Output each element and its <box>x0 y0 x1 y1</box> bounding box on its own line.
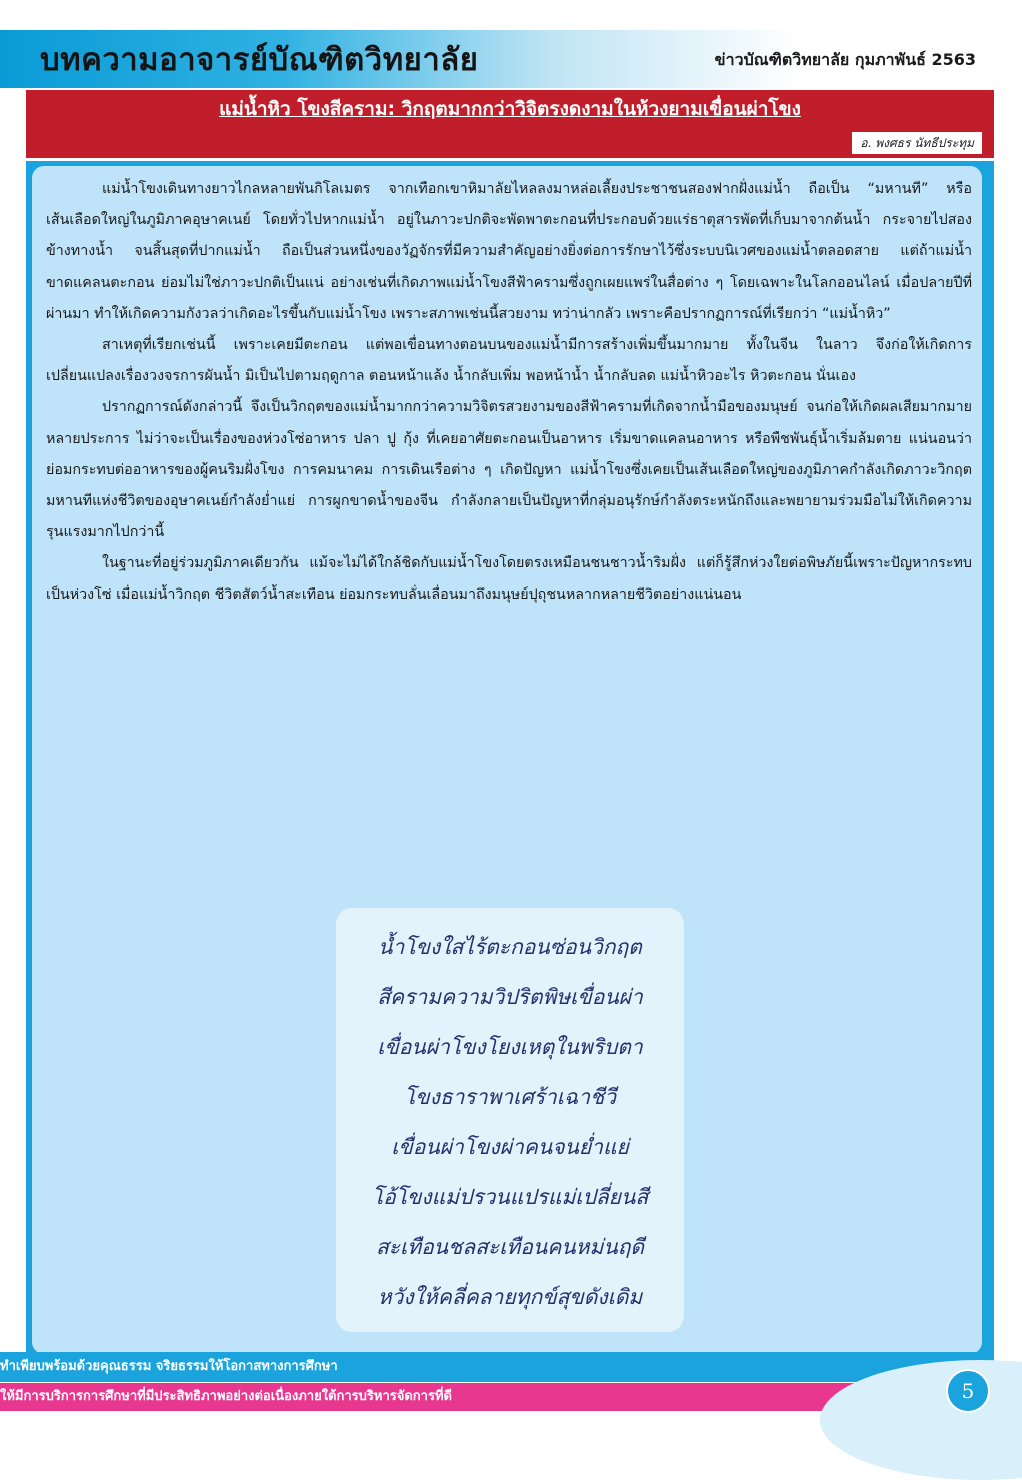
poem-line: สะเทือนชลสะเทือนคนหม่นฤดี <box>375 1235 645 1259</box>
poem-line: เขื่อนผ่าโขงโยงเหตุในพริบตา <box>377 1035 643 1059</box>
paragraph: ในฐานะที่อยู่ร่วมภูมิภาคเดียวกัน แม้จะไม่ได้ใกล้ชิดกับแม่น้ำโขงโดยตรงเหมือนชนชาวน้ำริมฝั่ง แต่ก็รู้สึกห่วงใยต่อพิษภัยนี้เพราะปัญหากระทบเป็นห่วงโซ่ เมื่อแม่น้ำวิกฤต ชีวิตสัตว์น้ำสะเทือน ย่อมกระทบลั่นเลื่อนมาถึงมนุษย์ปุถุชนหลากหลายชีวิตอย่างแน่นอน <box>46 555 972 603</box>
paragraph: แม่น้ำโขงเดินทางยาวไกลหลายพันกิโลเมตร จากเทือกเขาหิมาลัยไหลลงมาหล่อเลี้ยงประชาชนสองฟากฝั่งแม่น้ำ ถือเป็น “มหานที” หรือเส้นเลือดใหญ่ในภูมิภาคอุษาคเนย์ โดยทั่วไปหากแม่น้ำ อยู่ในภาวะปกติจะพัดพาตะกอนที่ประกอบด้วยแร่ธาตุสารพัดที่เก็บมาจากต้นน้ำ กระจายไปสองข้างทางน้ำ จนสิ้นสุดที่ปากแม่น้ำ ถือเป็นส่วนหนึ่งของวัฏจักรที่มีความสำคัญอย่างยิ่งต่อการรักษาไว้ซึ่งระบบนิเวศของแม่น้ำตลอดสาย แต่ถ้าแม่น้ำขาดแคลนตะกอน ย่อมไม่ใช่ภาวะปกติเป็นแน่ อย่างเช่นที่เกิดภาพแม่น้ำโขงสีฟ้าครามซึ่งถูกเผยแพร่ในสื่อต่าง ๆ โดยเฉพาะในโลกออนไลน์ เมื่อปลายปีที่ผ่านมา ทำให้เกิดความกังวลว่าเกิดอะไรขึ้นกับแม่น้ำโขง เพราะสภาพเช่นนี้สวยงาม ทว่าน่ากลัว เพราะคือปรากฏการณ์ที่เรียกว่า “แม่น้ำหิว” <box>46 181 972 322</box>
poem-line: เขื่อนผ่าโขงผ่าคนจนย่ำแย่ <box>391 1135 629 1159</box>
page-number: 5 <box>946 1369 990 1413</box>
paragraph: สาเหตุที่เรียกเช่นนี้ เพราะเคยมีตะกอน แต่พอเขื่อนทางตอนบนของแม่น้ำมีการสร้างเพิ่มขึ้นมากมาย ทั้งในจีน ในลาว จึงก่อให้เกิดการเปลี่ยนแปลงเรื่องวงจรการผันน้ำ มิเป็นไปตามฤดูกาล ตอนหน้าแล้ง น้ำกลับเพิ่ม พอหน้าน้ำ น้ำกลับลด แม่น้ำหิวอะไร หิวตะกอน นั่นเอง <box>46 337 972 385</box>
section-title: บทความอาจารย์บัณฑิตวิทยาลัย <box>40 42 479 78</box>
footer-vision-text: ทำเพียบพร้อมด้วยคุณธรรม จริยธรรมให้โอกาสทางการศึกษา <box>0 1359 338 1374</box>
author-byline: อ. พงศธร นัทธีประทุม <box>852 132 982 154</box>
poem-line: หวังให้คลี่คลายทุกข์สุขดังเดิม <box>377 1285 643 1309</box>
article-title: แม่น้ำหิว โขงสีคราม: วิกฤตมากกว่าวิจิตรงดงามในห้วงยามเขื่อนผ่าโขง <box>219 98 801 120</box>
issue-label: ข่าวบัณฑิตวิทยาลัย กุมภาพันธ์ 2563 <box>714 50 976 69</box>
article-body <box>46 174 972 611</box>
poem-line: โขงธาราพาเศร้าเฉาชีวี <box>403 1085 617 1109</box>
poem <box>336 922 684 1322</box>
poem-line: สีครามความวิปริตพิษเขื่อนผ่า <box>377 985 643 1009</box>
paragraph: ปรากฏการณ์ดังกล่าวนี้ จึงเป็นวิกฤตของแม่น้ำมากกว่าความวิจิตรสวยงามของสีฟ้าครามที่เกิดจากน้ำมือของมนุษย์ จนก่อให้เกิดผลเสียมากมายหลายประการ ไม่ว่าจะเป็นเรื่องของห่วงโซ่อาหาร ปลา ปู กุ้ง ที่เคยอาศัยตะกอนเป็นอาหาร เริ่มขาดแคลนอาหาร หรือพืชพันธุ์น้ำเริ่มล้มตาย แน่นอนว่า ย่อมกระทบต่ออาหารของผู้คนริมฝั่งโขง การคมนาคม การเดินเรือต่าง ๆ เกิดปัญหา แม่น้ำโขงซึ่งเคยเป็นเส้นเลือดใหญ่ของภูมิภาคกำลังเกิดภาวะวิกฤต มหานทีแห่งชีวิตของอุษาคเนย์กำลังย่ำแย่ การผูกขาดน้ำของจีน กำลังกลายเป็นปัญหาที่กลุ่มอนุรักษ์กำลังตระหนักถึงและพยายามร่วมมือไม่ให้เกิดความรุนแรงมากไปกว่านี้ <box>46 399 972 541</box>
poem-line: โอ้โขงแม่ปรวนแปรแม่เปลี่ยนสี <box>371 1185 649 1209</box>
poem-line: น้ำโขงใสไร้ตะกอนซ่อนวิกฤต <box>378 935 642 959</box>
footer-mission-text: ให้มีการบริการการศึกษาที่มีประสิทธิภาพอย่างต่อเนื่องภายใต้การบริหารจัดการที่ดี <box>0 1389 452 1404</box>
